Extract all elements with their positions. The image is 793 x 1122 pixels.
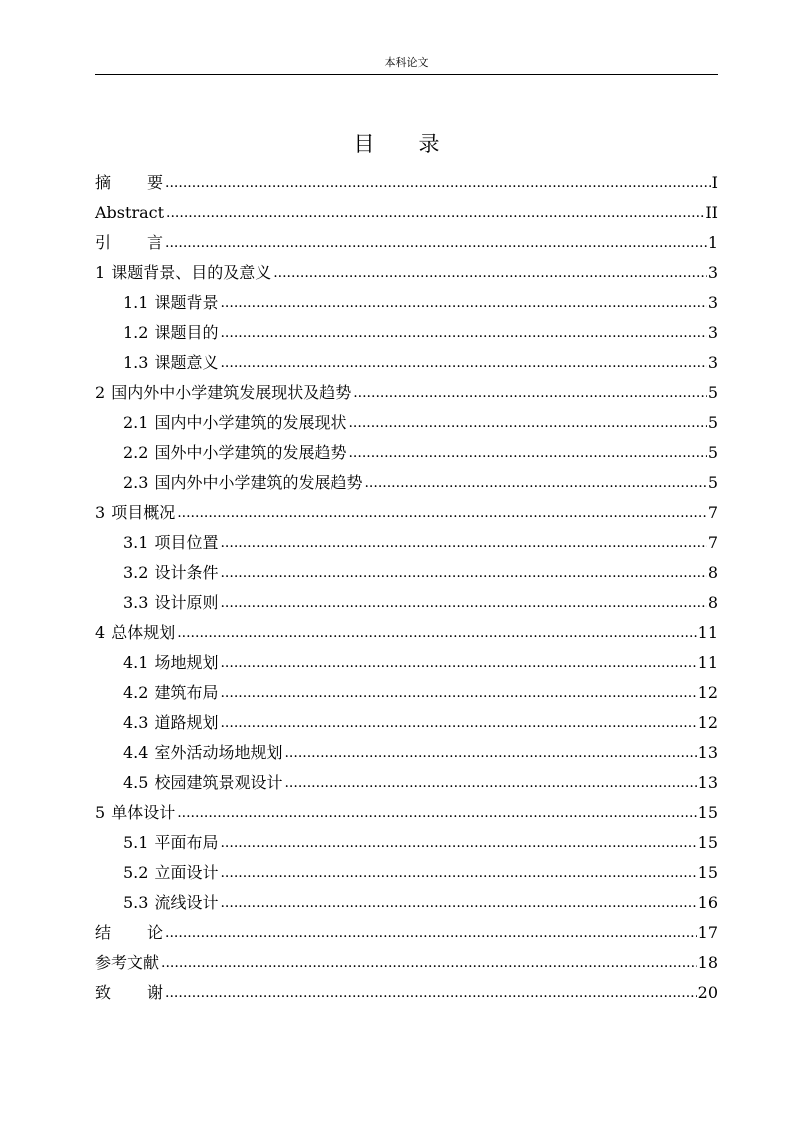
toc-page-number: 8 — [707, 563, 718, 582]
toc-page-number: 5 — [707, 383, 718, 402]
toc-entry[interactable] — [95, 313, 718, 343]
toc-leader-dots — [220, 653, 696, 673]
toc-page-number: 13 — [697, 743, 718, 762]
toc-entry[interactable] — [95, 673, 718, 703]
toc-entry-number: 1.3 — [123, 353, 149, 372]
toc-entry-text: 课题背景 — [154, 293, 219, 312]
toc-entry[interactable] — [95, 163, 718, 193]
toc-entry[interactable] — [95, 763, 718, 793]
toc-list — [95, 163, 718, 1003]
toc-entry-number: 5 — [95, 803, 106, 822]
toc-entry-label — [123, 293, 220, 313]
toc-entry-number: 3.1 — [123, 533, 149, 552]
toc-page-number: 7 — [707, 533, 718, 552]
toc-page-number: II — [705, 203, 718, 222]
toc-page-number: 5 — [707, 413, 718, 432]
toc-entry[interactable] — [95, 523, 718, 553]
toc-entry-number: 5.2 — [123, 863, 149, 882]
toc-entry-label — [95, 233, 165, 253]
toc-leader-dots — [284, 743, 696, 763]
toc-entry-label — [95, 623, 177, 643]
toc-leader-dots — [220, 533, 706, 553]
toc-entry-text: 校园建筑景观设计 — [154, 773, 283, 792]
toc-entry-text: 参考文献 — [95, 953, 160, 972]
toc-entry[interactable] — [95, 463, 718, 493]
toc-entry-label — [123, 533, 220, 553]
toc-page-number: 8 — [707, 593, 718, 612]
toc-leader-dots — [165, 233, 707, 253]
toc-leader-dots — [161, 953, 697, 973]
toc-entry[interactable] — [95, 403, 718, 433]
toc-entry[interactable] — [95, 793, 718, 823]
toc-page-number: 1 — [707, 233, 718, 252]
toc-entry[interactable] — [95, 553, 718, 583]
toc-leader-dots — [220, 323, 706, 343]
toc-leader-dots — [348, 413, 706, 433]
toc-page-number: 7 — [707, 503, 718, 522]
toc-entry-number: 1 — [95, 263, 106, 282]
toc-leader-dots — [220, 353, 706, 373]
toc-leader-dots — [177, 503, 707, 523]
toc-entry-number: 4.2 — [123, 683, 149, 702]
toc-entry-text: 课题意义 — [154, 353, 219, 372]
toc-leader-dots — [273, 263, 707, 283]
toc-entry-text: 单体设计 — [111, 803, 176, 822]
toc-entry[interactable] — [95, 943, 718, 973]
toc-entry[interactable] — [95, 583, 718, 613]
page-header — [95, 54, 718, 75]
toc-page-number: 5 — [707, 473, 718, 492]
toc-entry-label-char: 致 — [95, 983, 112, 1002]
toc-entry-number: 5.3 — [123, 893, 149, 912]
toc-page-number: 5 — [707, 443, 718, 462]
toc-entry-number: 5.1 — [123, 833, 149, 852]
toc-leader-dots — [348, 443, 706, 463]
toc-leader-dots — [166, 203, 704, 223]
toc-entry-label — [123, 863, 220, 883]
toc-page-number: 11 — [697, 623, 718, 642]
toc-entry-text: 总体规划 — [111, 623, 176, 642]
toc-entry[interactable] — [95, 853, 718, 883]
toc-entry-number: 4.5 — [123, 773, 149, 792]
toc-page-number: 3 — [707, 323, 718, 342]
toc-entry-text: 国外中小学建筑的发展趋势 — [154, 443, 347, 462]
toc-entry[interactable] — [95, 373, 718, 403]
toc-leader-dots — [220, 293, 706, 313]
toc-leader-dots — [165, 923, 697, 943]
toc-entry-number: 2.2 — [123, 443, 149, 462]
toc-entry-text: 立面设计 — [154, 863, 219, 882]
toc-entry-label — [95, 203, 166, 223]
toc-entry-label-char: 论 — [147, 923, 164, 942]
toc-entry-label-char: 要 — [147, 173, 164, 192]
toc-page-number: 11 — [697, 653, 718, 672]
toc-leader-dots — [220, 893, 696, 913]
toc-entry-label — [95, 173, 165, 193]
toc-entry-number: 4.1 — [123, 653, 149, 672]
toc-entry-label — [123, 773, 284, 793]
toc-entry-number: 2.1 — [123, 413, 149, 432]
toc-entry-text: 场地规划 — [154, 653, 219, 672]
toc-entry-label — [123, 413, 348, 433]
toc-entry-label — [123, 323, 220, 343]
toc-page-number: 3 — [707, 293, 718, 312]
toc-entry-text: 流线设计 — [154, 893, 219, 912]
toc-leader-dots — [165, 173, 711, 193]
toc-entry-text: 国内外中小学建筑的发展趋势 — [154, 473, 363, 492]
toc-page-number: 15 — [697, 863, 718, 882]
toc-page-number: 12 — [697, 683, 718, 702]
toc-entry-label — [123, 563, 220, 583]
toc-entry[interactable] — [95, 703, 718, 733]
toc-entry[interactable] — [95, 643, 718, 673]
toc-entry-number: 4.4 — [123, 743, 149, 762]
toc-title-first-char: 目 — [353, 132, 375, 156]
toc-entry-text: 室外活动场地规划 — [154, 743, 283, 762]
toc-entry-number: 4 — [95, 623, 106, 642]
toc-entry-number: 3.2 — [123, 563, 149, 582]
toc-page-number: 18 — [697, 953, 718, 972]
toc-page-number: 20 — [697, 983, 718, 1002]
toc-leader-dots — [220, 833, 696, 853]
toc-page-number: 3 — [707, 263, 718, 282]
toc-entry-label — [95, 503, 177, 523]
toc-title — [0, 130, 793, 158]
toc-entry-label — [95, 263, 273, 283]
toc-leader-dots — [220, 563, 706, 583]
toc-page-number: 15 — [697, 803, 718, 822]
toc-entry-text: 课题背景、目的及意义 — [111, 263, 272, 282]
toc-entry-text: 设计原则 — [154, 593, 219, 612]
toc-entry[interactable] — [95, 223, 718, 253]
toc-leader-dots — [284, 773, 696, 793]
toc-entry-text: Abstract — [95, 203, 165, 222]
toc-entry-text: 课题目的 — [154, 323, 219, 342]
toc-entry-number: 2 — [95, 383, 106, 402]
toc-page-number: I — [711, 173, 718, 192]
toc-entry-label — [123, 683, 220, 703]
toc-entry-label — [123, 473, 364, 493]
toc-leader-dots — [364, 473, 706, 493]
toc-page-number: 17 — [697, 923, 718, 942]
toc-entry-text: 设计条件 — [154, 563, 219, 582]
toc-leader-dots — [220, 683, 696, 703]
toc-entry-label — [123, 893, 220, 913]
toc-leader-dots — [220, 593, 706, 613]
toc-entry[interactable] — [95, 253, 718, 283]
toc-entry[interactable] — [95, 613, 718, 643]
toc-entry-label — [123, 593, 220, 613]
toc-page-number: 15 — [697, 833, 718, 852]
toc-entry[interactable] — [95, 973, 718, 1003]
toc-entry-number: 4.3 — [123, 713, 149, 732]
toc-entry-label-char: 谢 — [147, 983, 164, 1002]
toc-entry[interactable] — [95, 883, 718, 913]
toc-page-number: 12 — [697, 713, 718, 732]
toc-entry[interactable] — [95, 823, 718, 853]
toc-page-number: 3 — [707, 353, 718, 372]
toc-entry-label — [123, 713, 220, 733]
toc-entry[interactable] — [95, 733, 718, 763]
toc-entry[interactable] — [95, 193, 718, 223]
toc-entry-text: 平面布局 — [154, 833, 219, 852]
toc-leader-dots — [353, 383, 707, 403]
toc-entry-text: 项目位置 — [154, 533, 219, 552]
toc-entry-label — [95, 803, 177, 823]
toc-entry-text: 国内外中小学建筑发展现状及趋势 — [111, 383, 352, 402]
toc-entry-label — [95, 923, 165, 943]
toc-entry-number: 3.3 — [123, 593, 149, 612]
toc-entry-label — [95, 953, 161, 973]
toc-entry-label-char: 言 — [147, 233, 164, 252]
toc-entry-number: 2.3 — [123, 473, 149, 492]
toc-leader-dots — [220, 713, 696, 733]
toc-entry[interactable] — [95, 493, 718, 523]
toc-entry[interactable] — [95, 343, 718, 373]
toc-entry-label — [95, 383, 353, 403]
toc-entry-label — [95, 983, 165, 1003]
toc-page-number: 13 — [697, 773, 718, 792]
toc-leader-dots — [177, 623, 696, 643]
toc-entry-label — [123, 833, 220, 853]
header-text: 本科论文 — [384, 56, 429, 69]
toc-entry-number: 1.1 — [123, 293, 149, 312]
toc-entry-label — [123, 743, 284, 763]
toc-entry-label-char: 摘 — [95, 173, 112, 192]
toc-entry[interactable] — [95, 283, 718, 313]
toc-entry-text: 项目概况 — [111, 503, 176, 522]
toc-entry-label — [123, 653, 220, 673]
toc-leader-dots — [165, 983, 697, 1003]
toc-entry-label — [123, 443, 348, 463]
toc-entry-label-char: 引 — [95, 233, 112, 252]
toc-entry-number: 1.2 — [123, 323, 149, 342]
toc-entry-text: 国内中小学建筑的发展现状 — [154, 413, 347, 432]
toc-leader-dots — [177, 803, 696, 823]
toc-entry-label — [123, 353, 220, 373]
toc-title-second-char: 录 — [418, 132, 440, 156]
toc-entry[interactable] — [95, 433, 718, 463]
toc-entry-text: 道路规划 — [154, 713, 219, 732]
toc-entry-number: 3 — [95, 503, 106, 522]
toc-page-number: 16 — [697, 893, 718, 912]
toc-entry-text: 建筑布局 — [154, 683, 219, 702]
toc-entry-label-char: 结 — [95, 923, 112, 942]
toc-entry[interactable] — [95, 913, 718, 943]
toc-leader-dots — [220, 863, 696, 883]
